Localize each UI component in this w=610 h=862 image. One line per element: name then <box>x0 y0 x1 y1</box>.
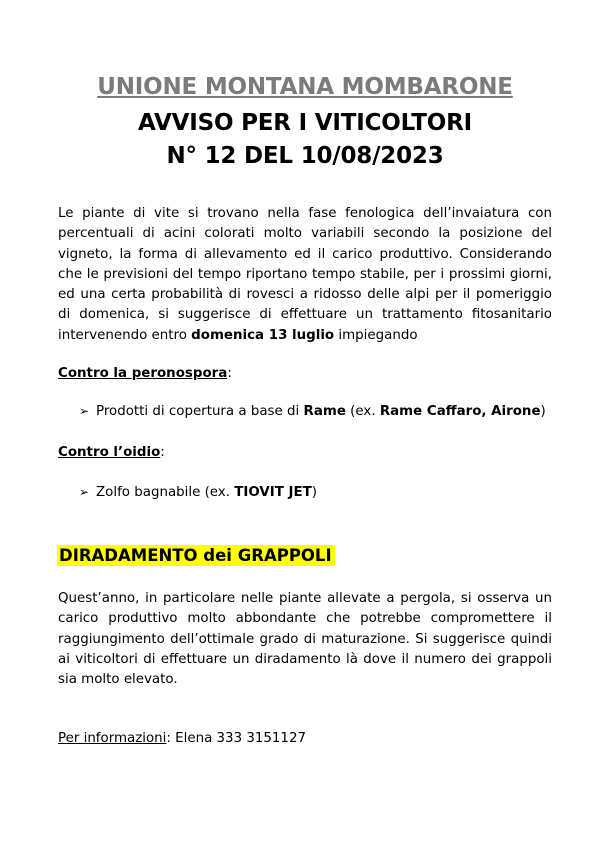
peronospora-heading <box>58 366 232 381</box>
oidio-bullet <box>79 485 317 500</box>
arrow-bullet-icon: ➢ <box>79 485 90 499</box>
peronospora-bullet-bold1: Rame <box>303 404 346 419</box>
oidio-heading-colon: : <box>160 445 165 460</box>
info-label: Per informazioni <box>58 731 167 746</box>
oidio-bullet-prefix: Zolfo bagnabile (ex. <box>96 485 235 500</box>
peronospora-bullet-bold2: Rame Caffaro, Airone <box>379 404 541 419</box>
arrow-bullet-icon: ➢ <box>79 404 90 418</box>
info-line <box>58 731 306 746</box>
notice-number: N° 12 DEL 10/08/2023 <box>166 143 444 169</box>
peronospora-heading-colon: : <box>227 366 232 381</box>
organization-heading: UNIONE MONTANA MOMBARONE <box>97 74 513 100</box>
peronospora-heading-label: Contro la peronospora <box>58 366 228 381</box>
oidio-heading <box>58 445 165 460</box>
peronospora-bullet-suffix: ) <box>540 404 546 419</box>
info-colon: : <box>166 731 171 746</box>
oidio-bullet-bold: TIOVIT JET <box>234 485 312 500</box>
oidio-heading-label: Contro l’oidio <box>58 445 161 460</box>
peronospora-bullet-prefix: Prodotti di copertura a base di <box>96 404 304 419</box>
info-contact: Elena 333 3151127 <box>170 731 306 746</box>
notice-title: AVVISO PER I VITICOLTORI <box>138 110 472 136</box>
peronospora-bullet-mid: (ex. <box>345 404 380 419</box>
intro-date-bold: domenica 13 luglio <box>191 327 335 343</box>
oidio-bullet-suffix: ) <box>311 485 318 500</box>
intro-text-start: Le piante di vite si trovano nella fase fenologica dell’invaiatura con percentuali di acini colorati molto variabili secondo la posizione del vigneto, la forma di allevamento ed il carico produttivo. Considerando che le previsioni del tempo riportano tempo stabile, per i prossimi giorni, ed una certa probabilità di rovesci a ridosso delle alpi per il pomeriggio di domenica, si suggerisce di effettuare un trattamento fitosanitario intervenendo entro <box>58 206 552 343</box>
intro-text-end: impiegando <box>334 327 418 343</box>
peronospora-bullet <box>79 404 546 419</box>
intro-paragraph <box>58 204 552 346</box>
diradamento-paragraph: Quest’anno, in particolare nelle piante allevate a pergola, si osserva un carico produttivo molto abbondante che potrebbe compromettere il raggiungimento dell’ottimale grado di maturazione. Si suggerisce quindi ai viticoltori di effettuare un diradamento là dove il numero dei grappoli sia molto elevato. <box>58 591 552 688</box>
diradamento-heading: DIRADAMENTO dei GRAPPOLI <box>57 545 335 566</box>
